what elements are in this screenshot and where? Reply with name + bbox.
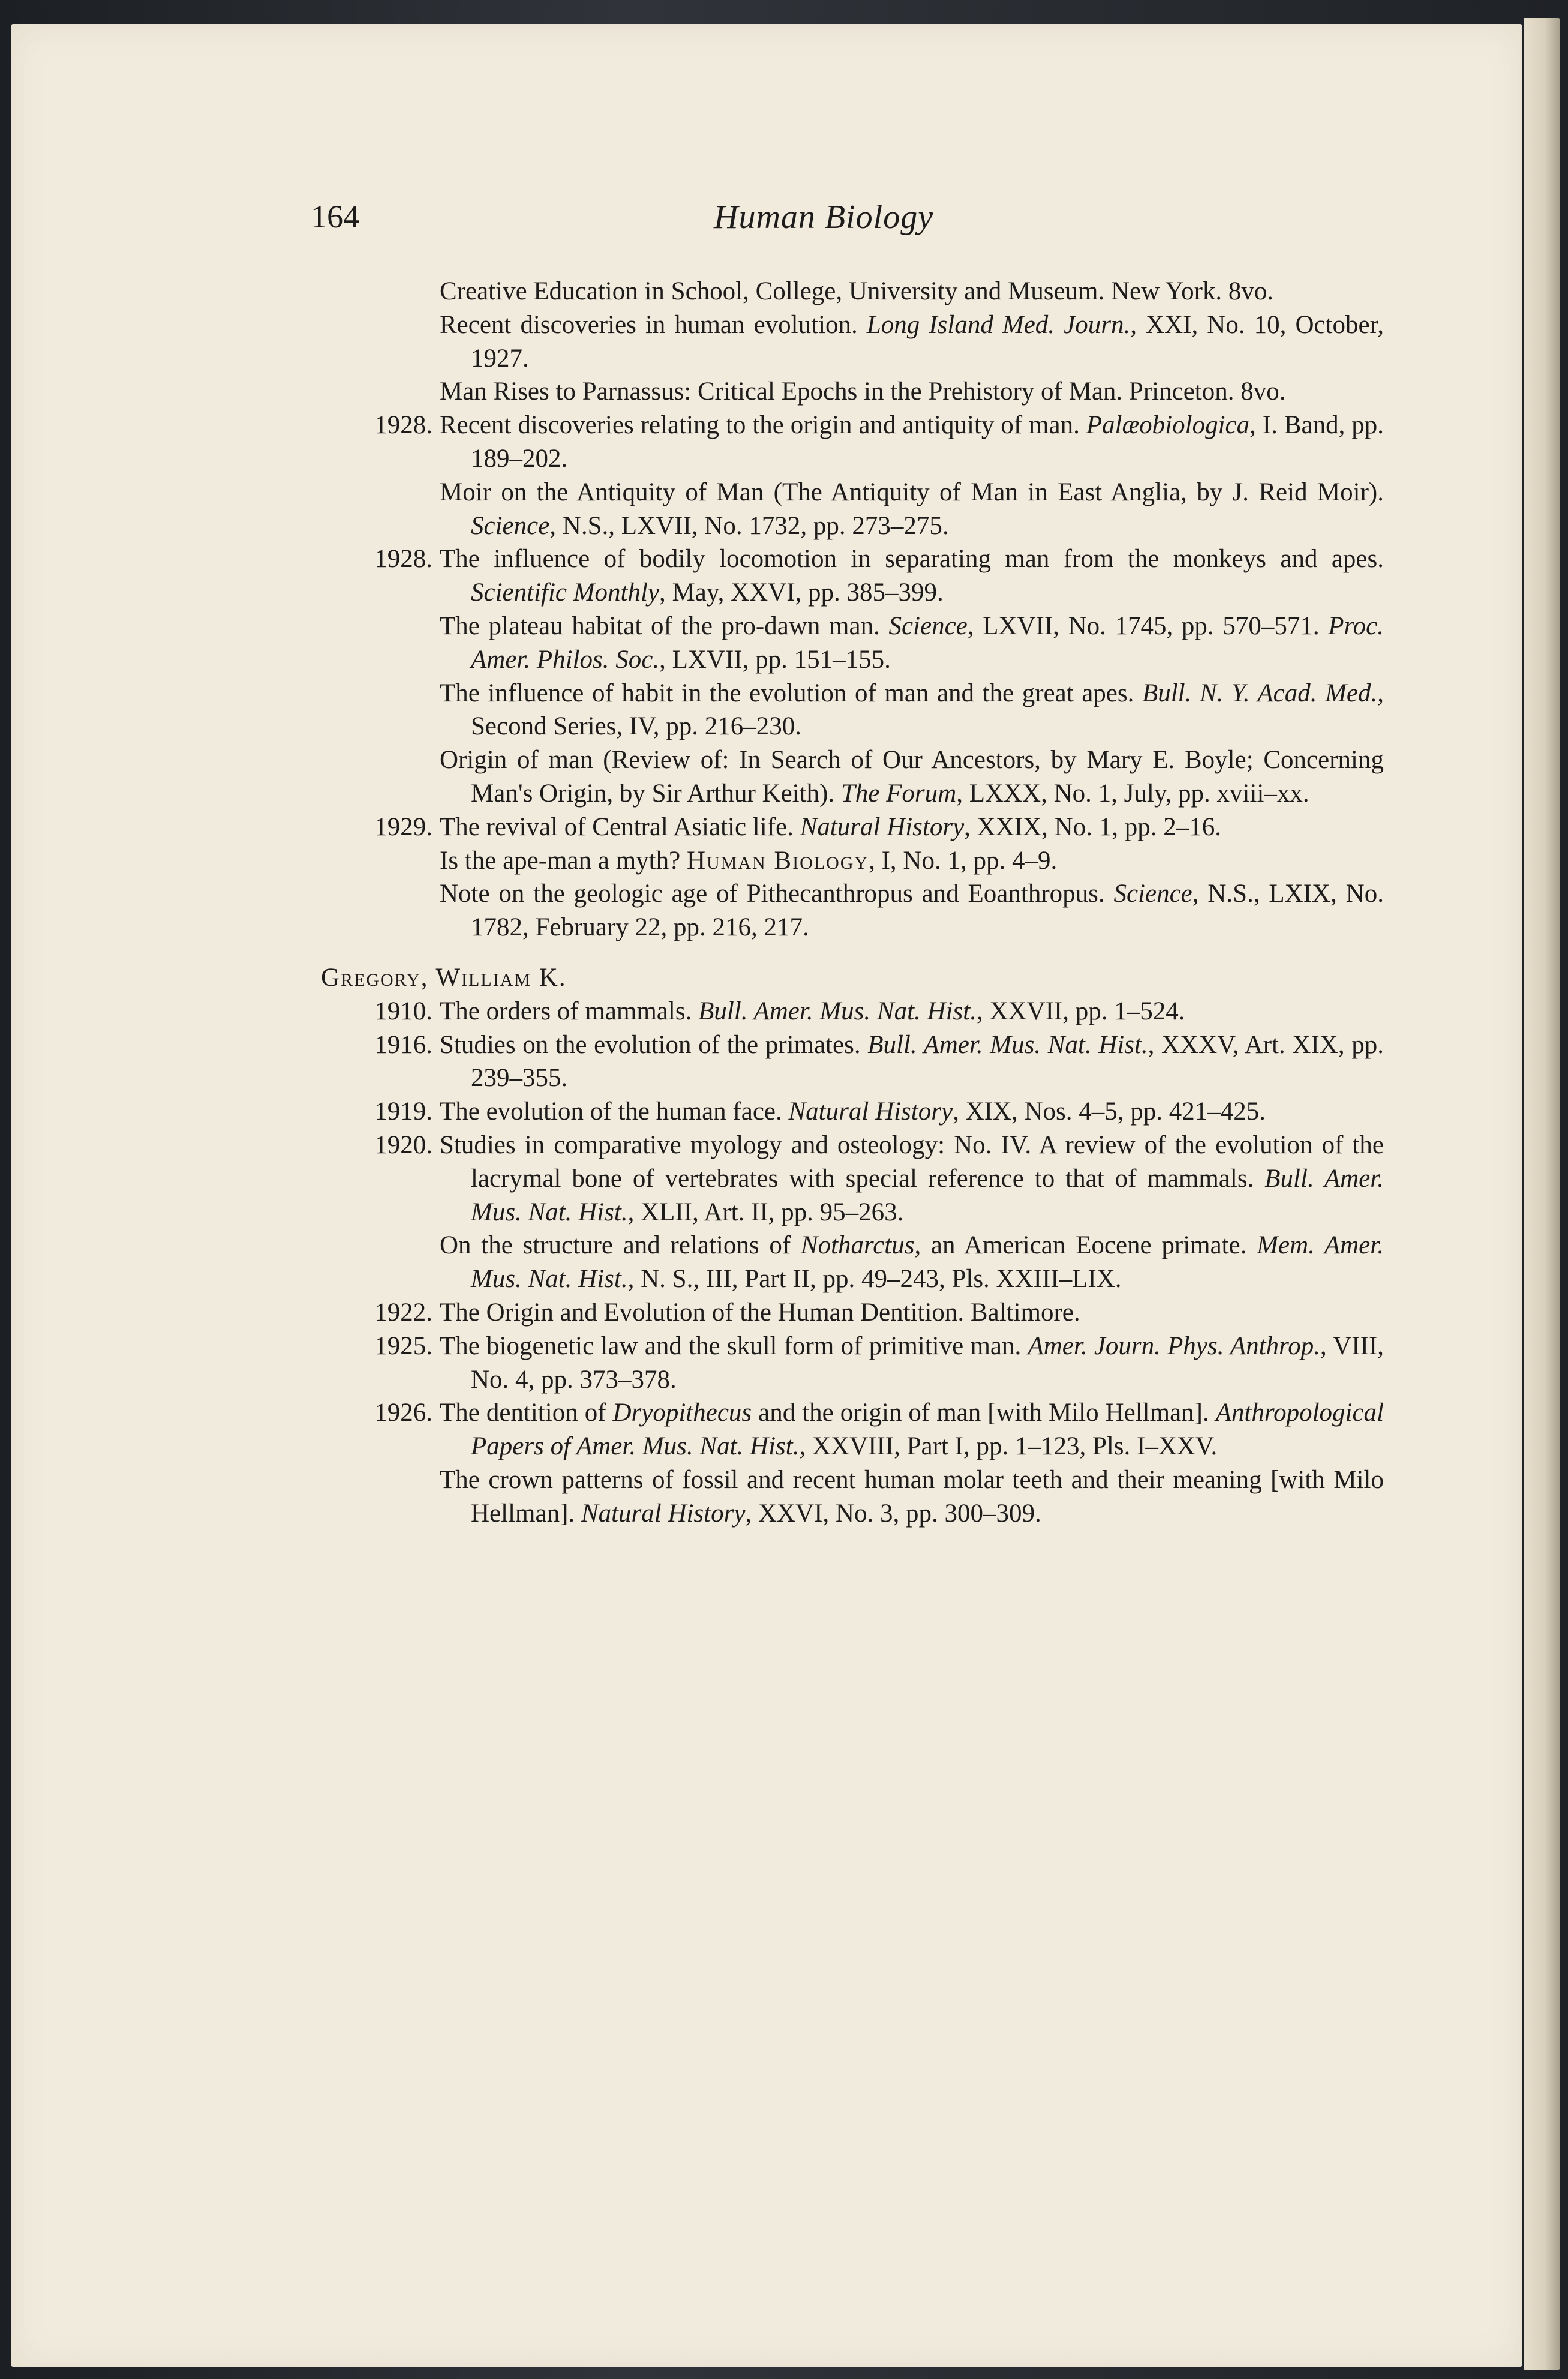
entry-text: Note on the geologic age of Pithecanthropus and Eoanthropus. xyxy=(440,880,1114,908)
entry-journal-title: Bull. N. Y. Acad. Med. xyxy=(1142,679,1378,707)
bibliography xyxy=(0,275,1568,1530)
entry-text: Recent discoveries in human evolution. xyxy=(440,310,867,339)
entry-text: Creative Education in School, College, University and Museum. New York. 8vo. xyxy=(440,277,1274,305)
entry-journal-title: Bull. Amer. Mus. Nat. Hist. xyxy=(867,1030,1148,1059)
entry-journal-title: Scientific Monthly xyxy=(471,578,660,607)
bibliography-entry xyxy=(374,1095,1384,1129)
bibliography-entry xyxy=(374,1396,1384,1463)
entry-year: 1920. xyxy=(374,1130,432,1159)
entry-year: 1926. xyxy=(374,1399,432,1427)
entry-journal-title: Notharctus xyxy=(800,1231,915,1260)
entry-year: 1919. xyxy=(374,1097,432,1126)
entry-journal-title: Natural History xyxy=(788,1097,953,1126)
entry-year: 1925. xyxy=(374,1331,432,1360)
entry-text: , XLII, Art. II, pp. 95–263. xyxy=(627,1198,904,1226)
bibliography-entry xyxy=(374,1330,1384,1397)
entry-journal-title: Natural History xyxy=(581,1499,746,1528)
entry-text: The dentition of xyxy=(440,1399,613,1427)
entry-text: , LXVII, No. 1745, pp. 570–571. xyxy=(967,611,1329,640)
entry-text: , Second Series, IV, pp. 216–230. xyxy=(471,679,1384,741)
entry-journal-title: Bull. Amer. Mus. Nat. Hist. xyxy=(471,1164,1384,1226)
page-header xyxy=(0,198,1568,246)
entry-journal-title: The Forum xyxy=(840,779,957,808)
entry-journal-title: Bull. Amer. Mus. Nat. Hist. xyxy=(698,997,977,1025)
entry-year: 1910. xyxy=(374,997,432,1025)
entry-text: The biogenetic law and the skull form of primitive man. xyxy=(440,1331,1028,1360)
bibliography-entry xyxy=(440,877,1384,944)
entry-text: Is the ape-man a myth? xyxy=(440,846,687,875)
entry-text: , XIX, Nos. 4–5, pp. 421–425. xyxy=(953,1097,1266,1126)
entry-text: The orders of mammals. xyxy=(440,997,699,1025)
entry-text: On the structure and relations of xyxy=(440,1231,801,1260)
page-number: 164 xyxy=(311,199,359,235)
bibliography-entry xyxy=(374,409,1384,476)
bibliography-entry xyxy=(440,1229,1384,1296)
entry-text: , May, XXVI, pp. 385–399. xyxy=(659,578,944,607)
entry-text: Human Biology xyxy=(686,846,869,875)
entry-journal-title: Amer. Journ. Phys. Anthrop. xyxy=(1028,1331,1321,1360)
entry-text: The plateau habitat of the pro-dawn man. xyxy=(440,611,889,640)
entry-text: , I. Band, pp. 189–202. xyxy=(471,411,1384,473)
entry-text: , XXI, No. 10, October, 1927. xyxy=(471,310,1384,373)
entry-text: Studies in comparative myology and osteology: No. IV. A review of the evolution of the lacrymal bone of vertebrates with special reference to that of mammals. xyxy=(440,1130,1384,1193)
entry-text: The Origin and Evolution of the Human Dentition. Baltimore. xyxy=(440,1298,1080,1327)
entry-text: The influence of habit in the evolution of man and the great apes. xyxy=(440,679,1142,707)
bibliography-entry xyxy=(440,308,1384,376)
entry-text: Recent discoveries relating to the origin and antiquity of man. xyxy=(440,411,1086,440)
entry-text: , XXVII, pp. 1–524. xyxy=(976,997,1185,1025)
entry-text: Moir on the Antiquity of Man (The Antiquity of Man in East Anglia, by J. Reid Moir). xyxy=(440,478,1384,506)
entry-text: , LXVII, pp. 151–155. xyxy=(659,645,891,674)
entry-text: , XXIX, No. 1, pp. 2–16. xyxy=(964,812,1221,841)
entry-text: The evolution of the human face. xyxy=(440,1097,789,1126)
bibliography-entry xyxy=(374,1296,1384,1330)
bibliography-entry xyxy=(374,1129,1384,1229)
entry-text: The revival of Central Asiatic life. xyxy=(440,812,800,841)
entry-journal-title: Science xyxy=(471,511,550,540)
bibliography-entry xyxy=(440,375,1384,409)
entry-year: 1929. xyxy=(374,812,432,841)
entry-journal-title: Palæobiologica xyxy=(1086,411,1250,440)
entry-text: , VIII, No. 4, pp. 373–378. xyxy=(471,1331,1384,1394)
entry-text: Man Rises to Parnassus: Critical Epochs in the Prehistory of Man. Princeton. 8vo. xyxy=(440,377,1286,406)
bibliography-entry xyxy=(440,743,1384,811)
bibliography-entry xyxy=(440,1463,1384,1531)
entry-journal-title: Mem. Amer. Mus. Nat. Hist. xyxy=(471,1231,1384,1294)
entry-text: , N.S., LXIX, No. 1782, February 22, pp. 216, 217. xyxy=(471,880,1384,942)
entry-journal-title: Science xyxy=(888,611,968,640)
bibliography-entry xyxy=(440,844,1384,878)
entry-text: Studies on the evolution of the primates. xyxy=(440,1030,868,1059)
entry-year: 1928. xyxy=(374,545,432,574)
bibliography-entry xyxy=(440,275,1384,308)
entry-text: , N.S., LXVII, No. 1732, pp. 273–275. xyxy=(549,511,949,540)
entry-text: The influence of bodily locomotion in separating man from the monkeys and apes. xyxy=(440,545,1384,574)
entry-text: , LXXX, No. 1, July, pp. xviii–xx. xyxy=(956,779,1309,808)
entry-text: , XXVI, No. 3, pp. 300–309. xyxy=(745,1499,1041,1528)
entry-text: , an American Eocene primate. xyxy=(914,1231,1257,1260)
entry-text: , I, No. 1, pp. 4–9. xyxy=(869,846,1058,875)
entry-text: , N. S., III, Part II, pp. 49–243, Pls. XXIII–LIX. xyxy=(627,1265,1122,1294)
bibliography-list-gregory xyxy=(0,995,1568,1531)
bibliography-entry xyxy=(440,610,1384,677)
bibliography-entry xyxy=(374,542,1384,610)
entry-journal-title: Dryopithecus xyxy=(612,1399,752,1427)
entry-text: , XXVIII, Part I, pp. 1–123, Pls. I–XXV. xyxy=(799,1432,1218,1461)
running-title: Human Biology xyxy=(714,199,934,236)
entry-journal-title: Science xyxy=(1113,880,1192,908)
entry-year: 1928. xyxy=(374,411,432,440)
entry-text: , XXXV, Art. XIX, pp. 239–355. xyxy=(471,1030,1384,1093)
bibliography-list-continued xyxy=(0,275,1568,944)
bibliography-entry xyxy=(440,476,1384,543)
entry-text: and the origin of man [with Milo Hellman]. xyxy=(752,1399,1216,1427)
entry-journal-title: Anthropological Papers of Amer. Mus. Nat. Hist. xyxy=(471,1399,1384,1461)
entry-text: Origin of man (Review of: In Search of Our Ancestors, by Mary E. Boyle; Concerning Man's Origin, by Sir Arthur Keith). xyxy=(440,746,1384,808)
author-heading: Gregory, William K. xyxy=(321,963,567,992)
entry-year: 1922. xyxy=(374,1298,432,1327)
bibliography-entry xyxy=(374,995,1384,1028)
entry-journal-title: Proc. Amer. Philos. Soc. xyxy=(471,611,1384,674)
entry-journal-title: Long Island Med. Journ. xyxy=(866,310,1131,339)
bibliography-entry xyxy=(374,811,1384,844)
bibliography-entry xyxy=(374,1028,1384,1096)
entry-year: 1916. xyxy=(374,1030,432,1059)
entry-journal-title: Natural History xyxy=(800,812,965,841)
bibliography-entry xyxy=(440,677,1384,744)
entry-text: The crown patterns of fossil and recent human molar teeth and their meaning [with Milo Hellman]. xyxy=(440,1465,1384,1528)
